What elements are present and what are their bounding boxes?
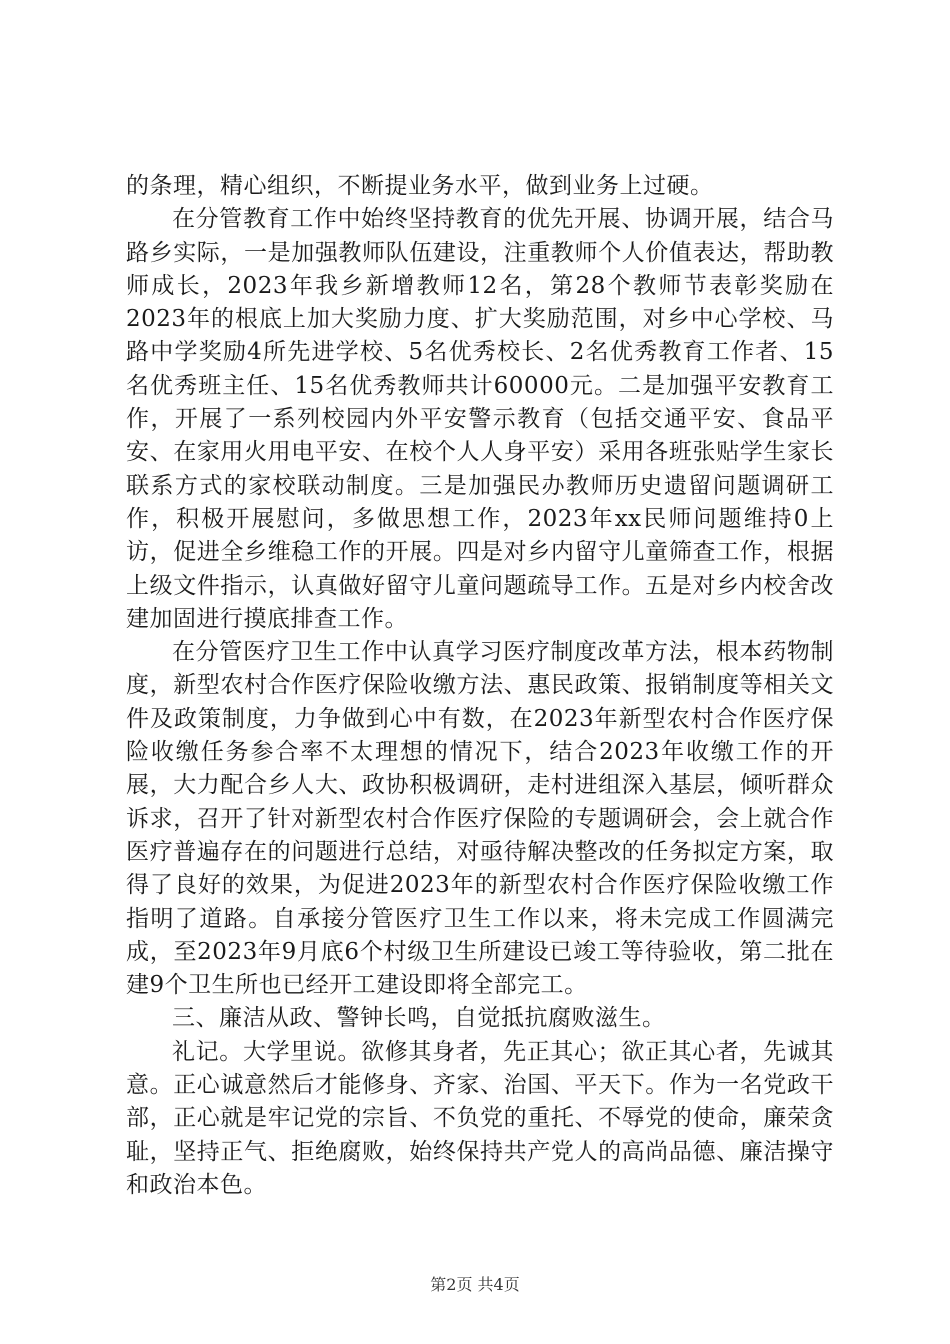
paragraph-education-work: 在分管教育工作中始终坚持教育的优先开展、协调开展，结合马路乡实际，一是加强教师队伍建设，注重教师个人价值表达，帮助教师成长，2023年我乡新增教师12名，第28个教师节表彰奖励在2023年的根底上加大奖励力度、扩大奖励范围，对乡中心学校、马路中学奖励4所先进学校、5名优秀校长、2名优秀教育工作者、15名优秀班主任、15名优秀教师共计60000元。二是加强平安教育工作，开展了一系列校园内外平安警示教育（包括交通平安、食品平安、在家用火用电平安、在校个人人身平安）采用各班张贴学生家长联系方式的家校联动制度。三是加强民办教师历史遗留问题调研工作，积极开展慰问，多做思想工作，2023年xx民师问题维持0上访，促进全乡维稳工作的开展。四是对乡内留守儿童筛查工作，根据上级文件指示，认真做好留守儿童问题疏导工作。五是对乡内校舍改建加固进行摸底排查工作。 <box>126 206 834 632</box>
document-body <box>126 170 834 1202</box>
section-heading-integrity: 三、廉洁从政、警钟长鸣，自觉抵抗腐败滋生。 <box>172 1005 666 1032</box>
paragraph-liji-quote: 礼记。大学里说。欲修其身者，先正其心；欲正其心者，先诚其意。正心诚意然后才能修身、齐家、治国、平天下。作为一名党政干部，正心就是牢记党的宗旨、不负党的重托、不辱党的使命，廉荣贪耻，坚持正气、拒绝腐败，始终保持共产党人的高尚品德、廉洁操守和政治本色。 <box>126 1038 834 1198</box>
paragraph-medical-work: 在分管医疗卫生工作中认真学习医疗制度改革方法，根本药物制度，新型农村合作医疗保险收缴方法、惠民政策、报销制度等相关文件及政策制度，力争做到心中有数，在2023年新型农村合作医疗保险收缴任务参合率不太理想的情况下，结合2023年收缴工作的开展，大力配合乡人大、政协积极调研，走村进组深入基层，倾听群众诉求，召开了针对新型农村合作医疗保险的专题调研会，会上就合作医疗普遍存在的问题进行总结，对亟待解决整改的任务拟定方案，取得了良好的效果，为促进2023年的新型农村合作医疗保险收缴工作指明了道路。自承接分管医疗卫生工作以来，将未完成工作圆满完成，至2023年9月底6个村级卫生所建设已竣工等待验收，第二批在建9个卫生所也已经开工建设即将全部完工。 <box>126 639 834 999</box>
page-number-footer: 第2页 共4页 <box>430 1275 520 1294</box>
paragraph-continuation: 的条理，精心组织，不断提业务水平，做到业务上过硬。 <box>126 173 714 199</box>
